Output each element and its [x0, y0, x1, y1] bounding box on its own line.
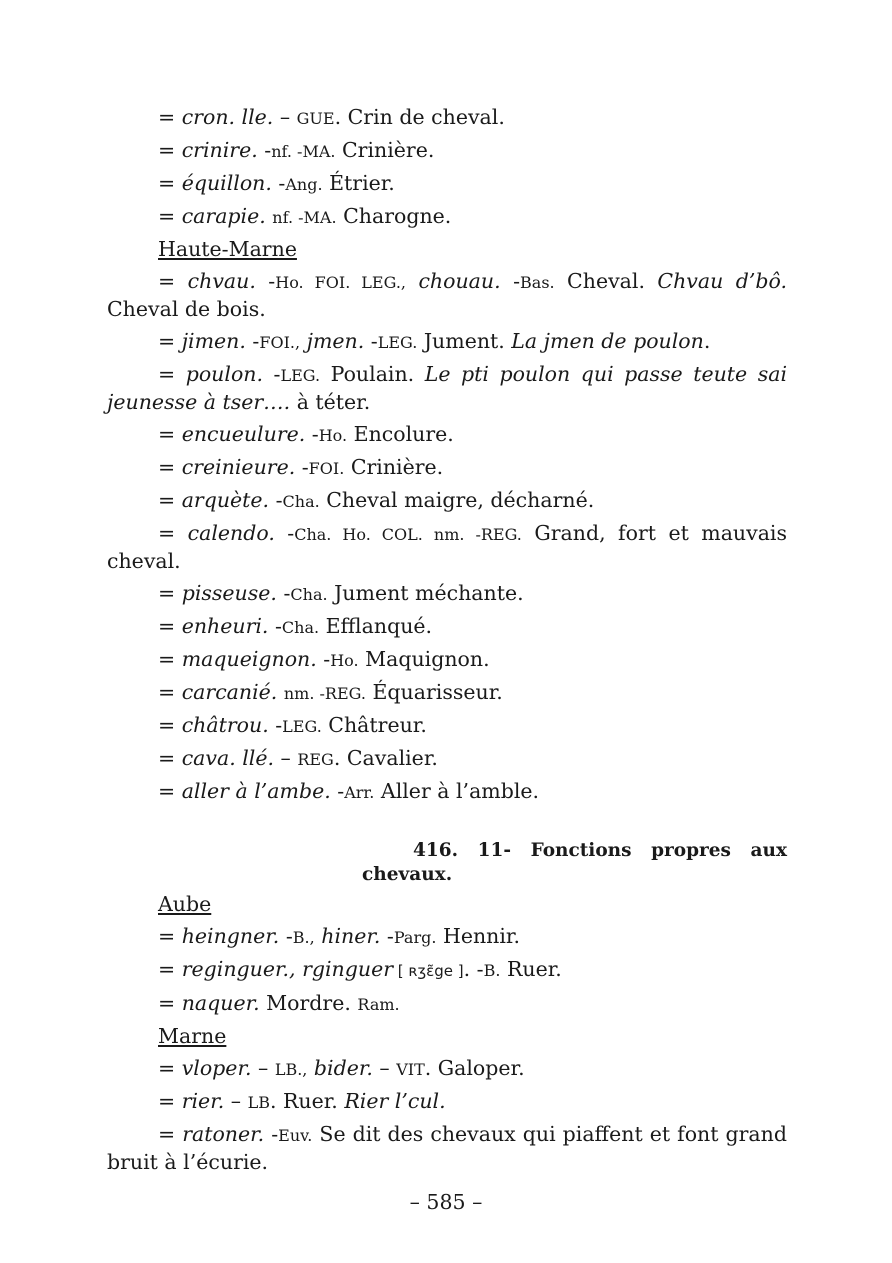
- separator: -: [380, 924, 394, 948]
- source-abbrev: Arr.: [344, 783, 375, 802]
- separator: –: [274, 746, 298, 770]
- equals-sign: =: [158, 991, 182, 1015]
- source-abbrev: B.,: [292, 928, 315, 947]
- source-abbrev: nf. -MA.: [271, 142, 336, 161]
- headword: encueulure.: [181, 422, 306, 446]
- definition: Poulain.: [320, 362, 425, 386]
- equals-sign: =: [158, 138, 182, 162]
- separator: . -: [463, 957, 484, 981]
- headword: ratoner.: [182, 1122, 265, 1146]
- headword: pisseuse.: [181, 581, 277, 605]
- definition: Ruer.: [500, 957, 562, 981]
- definition: Jument méchante.: [327, 581, 524, 605]
- source-abbrev: B.: [483, 961, 501, 980]
- page-body: [107, 104, 787, 1181]
- source-abbrev: LEG.: [377, 333, 418, 352]
- equals-sign: =: [158, 581, 182, 605]
- definition: Crinière.: [335, 138, 435, 162]
- headword: arquète.: [181, 488, 270, 512]
- equals-sign: =: [158, 957, 182, 981]
- separator: -: [269, 488, 283, 512]
- separator: -: [305, 422, 319, 446]
- definition: Encolure.: [347, 422, 454, 446]
- headword: maqueignon.: [181, 647, 317, 671]
- definition: Efflanqué.: [319, 614, 433, 638]
- equals-sign: =: [158, 1056, 182, 1080]
- separator: -: [255, 269, 276, 293]
- headword: vloper.: [181, 1056, 252, 1080]
- equals-sign: =: [158, 924, 182, 948]
- dictionary-entry: [107, 137, 787, 165]
- headword: enheuri.: [181, 614, 269, 638]
- variant-headword: jmen.: [300, 329, 365, 353]
- definition: Mordre.: [259, 991, 358, 1015]
- definition: Étrier.: [322, 171, 395, 195]
- entries-group-d: [107, 1055, 787, 1176]
- separator: -: [276, 581, 291, 605]
- dictionary-entry: [107, 268, 787, 323]
- headword: poulon.: [185, 362, 264, 386]
- definition: Hennir.: [436, 924, 520, 948]
- headword: carcanié.: [181, 680, 278, 704]
- definition: Maquignon.: [358, 647, 490, 671]
- headword: chvau.: [187, 269, 256, 293]
- separator: –: [224, 1089, 248, 1113]
- equals-sign: =: [158, 455, 182, 479]
- source-abbrev: Cha.: [282, 492, 320, 511]
- definition: Se dit des chevaux qui piaffent et font grand bruit à l’écurie.: [107, 1122, 787, 1174]
- region-heading-haute-marne: Haute-Marne: [158, 237, 297, 261]
- entries-group-b: [107, 268, 787, 806]
- definition: Équarisseur.: [365, 680, 503, 704]
- entries-group-a: [107, 104, 787, 231]
- separator: -: [264, 1122, 279, 1146]
- dictionary-entry: [107, 203, 787, 231]
- separator: -: [245, 329, 260, 353]
- headword: calendo.: [187, 521, 275, 545]
- equals-sign: =: [158, 746, 182, 770]
- region-heading-aube: Aube: [158, 892, 212, 916]
- region-heading-marne: Marne: [158, 1024, 227, 1048]
- source-abbrev: LB.,: [274, 1060, 308, 1079]
- separator: -: [295, 455, 309, 479]
- headword: naquer.: [181, 991, 260, 1015]
- pronunciation: [ ʀʒɛ̃ge ]: [393, 962, 464, 980]
- dictionary-entry: [107, 613, 787, 641]
- equals-sign: =: [158, 680, 182, 704]
- definition: . Ruer.: [269, 1089, 345, 1113]
- dictionary-entry: [107, 923, 787, 951]
- dictionary-entry: [107, 1055, 787, 1083]
- dictionary-entry: [107, 170, 787, 198]
- source-abbrev: REG: [297, 750, 334, 769]
- equals-sign: =: [158, 521, 188, 545]
- dictionary-entry: [107, 778, 787, 806]
- variant-headword: bider.: [307, 1056, 373, 1080]
- source-abbrev: VIT: [396, 1060, 425, 1079]
- example-gloss: à téter.: [290, 390, 371, 414]
- source-abbrev: Euv.: [278, 1126, 313, 1145]
- variant-headword: chouau.: [406, 269, 501, 293]
- equals-sign: =: [158, 422, 182, 446]
- equals-sign: =: [158, 1089, 182, 1113]
- example: La jmen de poulon: [511, 329, 704, 353]
- separator: -: [316, 647, 331, 671]
- source-abbrev: GUE: [296, 109, 335, 128]
- source-abbrev: Parg.: [393, 928, 437, 947]
- dictionary-entry: [107, 712, 787, 740]
- source-abbrev: Ho.: [318, 426, 348, 445]
- section-heading-line2: chevaux.: [362, 864, 453, 885]
- source-abbrev: FOI.,: [259, 333, 301, 352]
- equals-sign: =: [158, 171, 182, 195]
- headword: jimen.: [181, 329, 246, 353]
- equals-sign: =: [158, 488, 182, 512]
- separator: -: [257, 138, 272, 162]
- equals-sign: =: [158, 105, 182, 129]
- equals-sign: =: [158, 647, 182, 671]
- page-number: – 585 –: [409, 1190, 483, 1214]
- equals-sign: =: [158, 269, 188, 293]
- definition: Cheval maigre, décharné.: [319, 488, 595, 512]
- source-abbrev: Cha. Ho. COL. nm. -REG.: [294, 525, 522, 544]
- headword: carapie.: [181, 204, 266, 228]
- definition: . Cavalier.: [333, 746, 438, 770]
- separator: -: [330, 779, 345, 803]
- definition: Châtreur.: [321, 713, 427, 737]
- headword: cava. llé.: [181, 746, 275, 770]
- entries-group-c: [107, 923, 787, 1018]
- source-abbrev: Cha.: [290, 585, 328, 604]
- source-abbrev: Ang.: [285, 175, 323, 194]
- separator: -: [274, 521, 295, 545]
- dictionary-entry: [107, 956, 787, 985]
- dictionary-entry: [107, 1088, 787, 1116]
- dictionary-entry: [107, 421, 787, 449]
- equals-sign: =: [158, 779, 182, 803]
- equals-sign: =: [158, 204, 182, 228]
- source-abbrev: nm. -REG.: [283, 684, 366, 703]
- headword: rier.: [181, 1089, 225, 1113]
- headword: creinieure.: [181, 455, 296, 479]
- headword: heingner.: [181, 924, 280, 948]
- source-abbrev: Ho. FOI. LEG.,: [275, 273, 406, 292]
- source-abbrev: LB: [247, 1093, 270, 1112]
- example: Le pti poulon qui passe teute sai jeunesse à tser….: [107, 362, 787, 414]
- definition: Aller à l’amble.: [374, 779, 540, 803]
- headword: équillon.: [181, 171, 272, 195]
- separator: –: [372, 1056, 397, 1080]
- section-heading-line1: 416. 11- Fonctions propres aux: [413, 840, 787, 861]
- equals-sign: =: [158, 329, 182, 353]
- definition: . Galoper.: [424, 1056, 525, 1080]
- separator: -: [500, 269, 521, 293]
- dictionary-entry: [107, 104, 787, 132]
- dictionary-entry: [107, 454, 787, 482]
- headword: crinire.: [181, 138, 258, 162]
- definition: Charogne.: [336, 204, 452, 228]
- separator: -: [268, 614, 282, 638]
- dictionary-entry: [107, 580, 787, 608]
- source-abbrev: Bas.: [520, 273, 555, 292]
- equals-sign: =: [158, 362, 186, 386]
- source-abbrev: nf. -MA.: [272, 208, 337, 227]
- equals-sign: =: [158, 713, 182, 737]
- source-abbrev: LEG.: [282, 717, 322, 736]
- equals-sign: =: [158, 1122, 183, 1146]
- separator: -: [271, 171, 286, 195]
- definition: Cheval.: [554, 269, 658, 293]
- dictionary-entry: [107, 361, 787, 416]
- definition: Grand, fort et mauvais cheval.: [107, 521, 787, 573]
- dictionary-entry: [107, 745, 787, 773]
- section-heading: [362, 839, 787, 887]
- dictionary-entry: [107, 487, 787, 515]
- source-abbrev: Cha.: [281, 618, 320, 637]
- source-abbrev: Ho.: [330, 651, 359, 670]
- dictionary-entry: [107, 1121, 787, 1176]
- example-gloss: .: [703, 329, 711, 353]
- variant-headword: hiner.: [314, 924, 381, 948]
- source-abbrev: FOI.: [308, 459, 345, 478]
- separator: -: [364, 329, 378, 353]
- equals-sign: =: [158, 614, 182, 638]
- separator: –: [251, 1056, 275, 1080]
- definition: Crinière.: [344, 455, 444, 479]
- definition: . Crin de cheval.: [334, 105, 505, 129]
- example-gloss: Cheval de bois.: [107, 297, 266, 321]
- definition: Jument.: [417, 329, 512, 353]
- source-abbrev: Ram.: [357, 995, 400, 1014]
- dictionary-entry: [107, 328, 787, 356]
- headword: cron. lle.: [181, 105, 274, 129]
- separator: –: [273, 105, 297, 129]
- example: Chvau d’bô.: [657, 269, 788, 293]
- headword: reginguer., rginguer: [181, 957, 394, 981]
- dictionary-entry: [107, 646, 787, 674]
- separator: -: [279, 924, 293, 948]
- headword: châtrou.: [181, 713, 269, 737]
- dictionary-entry: [107, 679, 787, 707]
- source-abbrev: LEG.: [280, 366, 321, 385]
- example: Rier l’cul.: [344, 1089, 446, 1113]
- dictionary-entry: [107, 990, 787, 1018]
- separator: -: [268, 713, 283, 737]
- separator: -: [263, 362, 281, 386]
- dictionary-entry: [107, 520, 787, 575]
- headword: aller à l’ambe.: [181, 779, 331, 803]
